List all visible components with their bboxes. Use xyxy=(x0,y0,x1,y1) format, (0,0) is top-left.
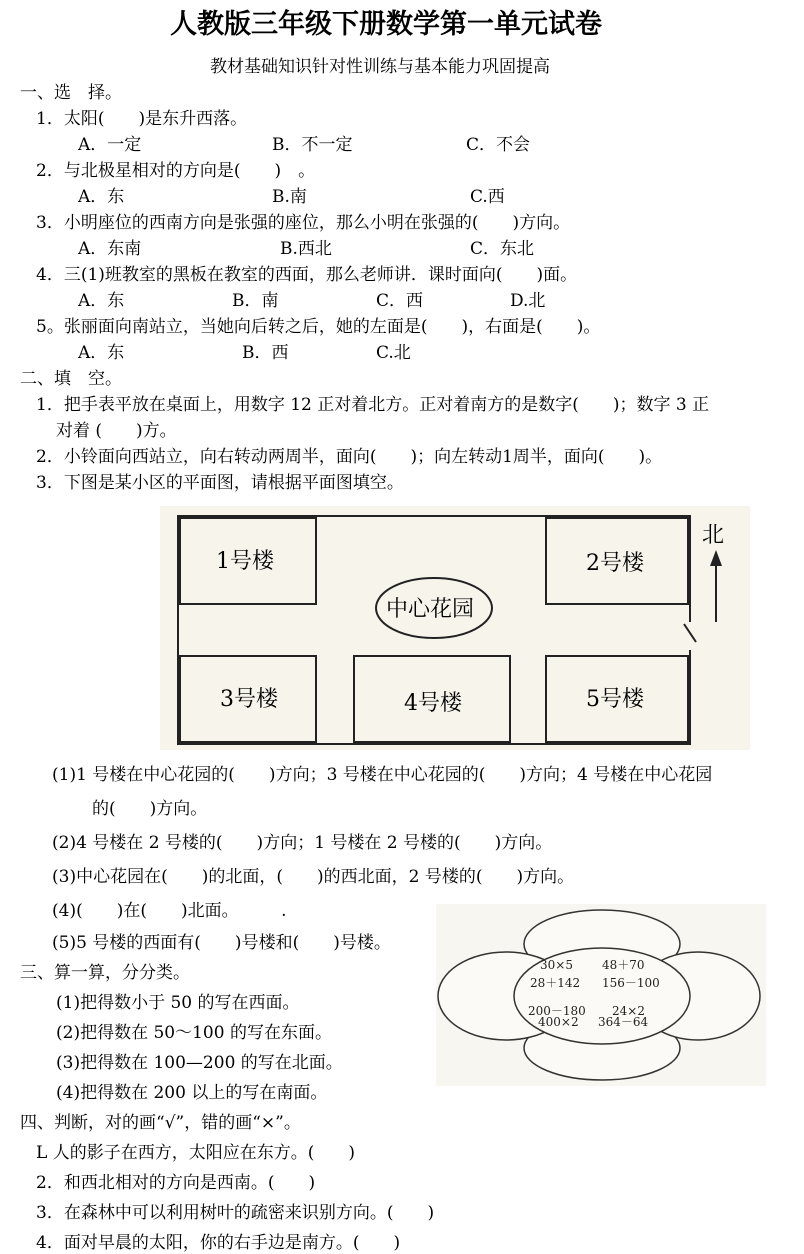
q3-text: 3．小明座位的西南方向是张强的座位，那么小明在张强的( )方向。 xyxy=(36,213,571,233)
fill-q2: 2．小铃面向西站立，向右转动两周半，面向( )；向左转动1周半，面向( )。 xyxy=(36,447,663,467)
expr-8: 364－64 xyxy=(598,1015,649,1029)
section4-heading: 四、判断，对的画“√”，错的画“×”。 xyxy=(20,1113,301,1133)
fill-q1-line2: 对着 ( )方。 xyxy=(56,421,177,441)
building-4-label: 4号楼 xyxy=(404,691,462,716)
expr-7: 400×2 xyxy=(538,1015,579,1029)
q4-option-d: D.北 xyxy=(510,291,546,311)
q3-option-b: B.西北 xyxy=(280,239,332,259)
judge-4: 4．面对早晨的太阳，你的右手边是南方。( ) xyxy=(36,1233,401,1253)
expr-3: 28＋142 xyxy=(530,976,581,990)
rule-2: (2)把得数在 50～100 的写在东面。 xyxy=(56,1023,332,1043)
expr-6: 24×2 xyxy=(612,1004,645,1018)
judge-2: 2．和西北相对的方向是西南。( ) xyxy=(36,1173,316,1193)
flower-diagram xyxy=(436,904,766,1086)
q2-text: 2．与北极星相对的方向是( ) 。 xyxy=(36,161,316,181)
expr-4: 156－100 xyxy=(602,976,660,990)
page-subtitle: 教材基础知识针对性训练与基本能力巩固提高 xyxy=(210,57,550,77)
q4-option-a: A．东 xyxy=(78,291,125,311)
q2-option-b: B.南 xyxy=(272,187,307,207)
expr-5: 200－180 xyxy=(528,1004,586,1018)
q5-option-a: A．东 xyxy=(78,343,125,363)
q5-text: 5。张丽面向南站立，当她向后转之后，她的左面是( )，右面是( )。 xyxy=(36,317,601,337)
fill-q3: 3．下图是某小区的平面图，请根据平面图填空。 xyxy=(36,473,404,493)
q3-option-c: C．东北 xyxy=(470,239,535,259)
rule-3: (3)把得数在 100—200 的写在北面。 xyxy=(56,1053,343,1073)
q1-option-b: B．不一定 xyxy=(272,135,353,155)
expr-1: 30×5 xyxy=(540,958,573,972)
building-1-label: 1号楼 xyxy=(216,549,274,574)
building-2-label: 2号楼 xyxy=(586,551,644,576)
section3-heading: 三、算一算，分分类。 xyxy=(20,963,190,983)
q1-option-a: A．一定 xyxy=(78,135,142,155)
judge-1: L 人的影子在西方，太阳应在东方。( ) xyxy=(36,1143,355,1163)
section1-heading: 一、选 择。 xyxy=(20,83,122,103)
rule-1: (1)把得数小于 50 的写在西面。 xyxy=(56,993,300,1013)
q4-option-b: B．南 xyxy=(232,291,279,311)
north-label: 北 xyxy=(702,523,725,548)
rule-4: (4)把得数在 200 以上的写在南面。 xyxy=(56,1083,328,1103)
building-3-label: 3号楼 xyxy=(220,687,278,712)
map-sub1-line1: (1)1 号楼在中心花园的( )方向；3 号楼在中心花园的( )方向；4 号楼在中心花园 xyxy=(52,765,713,785)
q4-text: 4．三(1)班教室的黑板在教室的西面，那么老师讲．课时面向( )面。 xyxy=(36,265,578,285)
expr-2: 48＋70 xyxy=(602,958,645,972)
building-5-label: 5号楼 xyxy=(586,687,644,712)
q2-option-c: C.西 xyxy=(470,187,505,207)
q1-text: 1．太阳( )是东升西落。 xyxy=(36,109,248,129)
map-sub3: (3)中心花园在( )的北面，( )的西北面，2 号楼的( )方向。 xyxy=(52,867,575,887)
map-sub4: (4)( )在( )北面。 . xyxy=(52,901,287,921)
community-map xyxy=(150,500,760,756)
judge-3: 3．在森林中可以利用树叶的疏密来识别方向。( ) xyxy=(36,1203,435,1223)
q1-option-c: C．不会 xyxy=(466,135,531,155)
q3-option-a: A．东南 xyxy=(78,239,142,259)
q2-option-a: A．东 xyxy=(78,187,125,207)
section2-heading: 二、填 空。 xyxy=(20,369,122,389)
q5-option-c: C.北 xyxy=(376,343,411,363)
map-sub5: (5)5 号楼的西面有( )号楼和( )号楼。 xyxy=(52,933,391,953)
fill-q1-line1: 1．把手表平放在桌面上，用数字 12 正对着北方。正对着南方的是数字( )；数字 3 正 xyxy=(36,395,710,415)
q4-option-c: C．西 xyxy=(376,291,424,311)
page-title: 人教版三年级下册数学第一单元试卷 xyxy=(170,9,602,40)
garden-label: 中心花园 xyxy=(386,597,475,622)
map-sub1-line2: 的( )方向。 xyxy=(92,799,208,819)
map-sub2: (2)4 号楼在 2 号楼的( )方向；1 号楼在 2 号楼的( )方向。 xyxy=(52,833,553,853)
q5-option-b: B．西 xyxy=(242,343,289,363)
